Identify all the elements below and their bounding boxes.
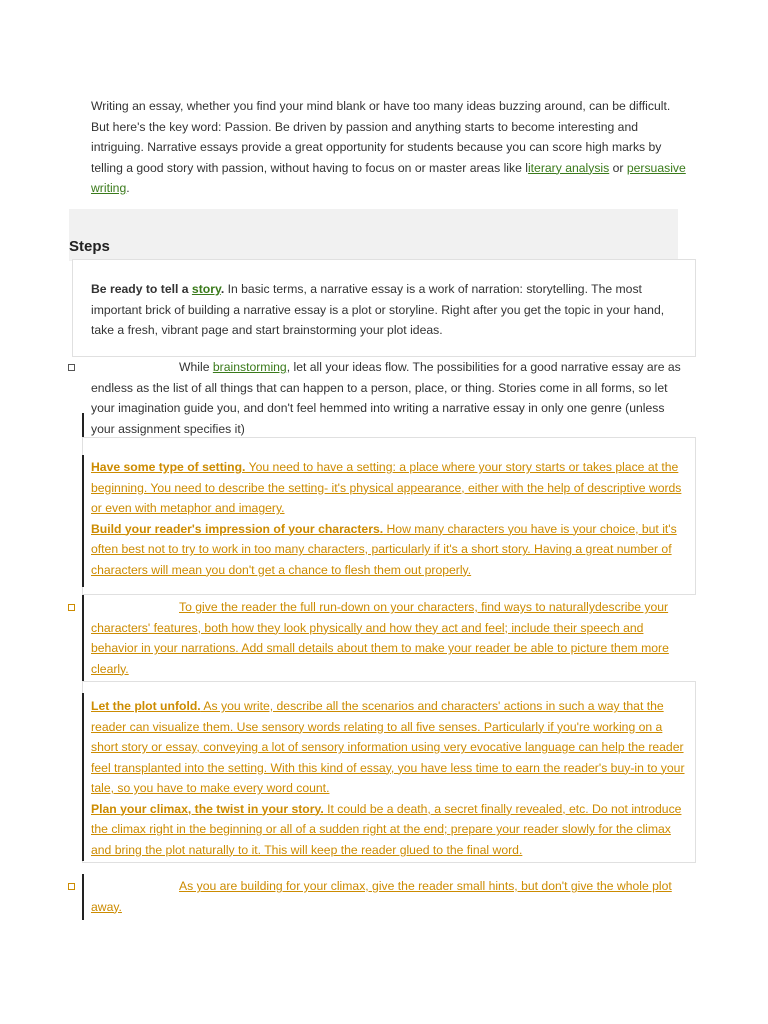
climax-body: It could be a death, a secret finally revealed, etc. Do not introduce the climax right in the beginning or all of a sudden right at the end; prepare your reader slowly for the climax and bring the plot naturally to it. This will keep the reader glued to the final word. xyxy=(91,801,682,857)
step-4-text xyxy=(91,597,681,679)
intro-paragraph xyxy=(91,96,691,199)
persuasive-writing-link[interactable]: persuasive writing xyxy=(91,160,686,195)
setting-body: You need to have a setting: a place where your story starts or takes place at the beginning. You need to describe the setting- it's physical appearance, either with the help of descriptive words or even with metaphor and imagery. xyxy=(91,460,682,515)
left-rule xyxy=(82,413,84,437)
intro-text: Writing an essay, whether you find your mind blank or have too many ideas buzzing around, can be difficult. But here's the key word: Passion. Be driven by passion and anything starts to become interesting and intriguing. Narrative essays provide a great opportunity for students because you can score high marks by telling a good story with passion, without having to focus on or master areas like l xyxy=(91,99,671,175)
step-1-lead: Be ready to tell a xyxy=(91,282,192,296)
intro-mid: or xyxy=(609,160,627,175)
characters-lead: Build your reader's impression of your characters. xyxy=(91,521,384,536)
left-rule xyxy=(82,455,84,587)
intro-end: . xyxy=(126,181,130,195)
step-2-pre: While xyxy=(179,360,213,374)
step-6-body: As you are building for your climax, give the reader small hints, but don't give the whole plot away. xyxy=(91,879,672,914)
setting-lead: Have some type of setting. xyxy=(91,460,246,474)
plot-body: As you write, describe all the scenarios and characters' actions in such a way that the reader can visualize them. Use sensory words relating to all five senses. Particularly if you're working on a short story or essay, conveying a lot of sensory information using very evocative language can help the reader feel transplanted into the setting. With this kind of essay, you have less time to earn the reader's buy-in to your tale, so you have to make every word count. xyxy=(91,699,685,795)
steps-heading: Steps xyxy=(69,238,110,255)
story-link[interactable]: story xyxy=(191,282,221,296)
step-2-body: , let all your ideas flow. The possibilities for a good narrative essay are as endless as the list of all things that can happen to a person, place, or thing. Stories come in all forms, so let your imagination guide you, and don't feel hemmed into writing a narrative essay in only one genre (unless your assignment specifies it) xyxy=(91,360,681,436)
step-4-body: To give the reader the full run-down on your characters, find ways to naturallydescribe your characters' features, both how they look physically and how they act and feel; include their speech and behavior in your narrations. Add small details about them to make your reader be able to picture them more clearly. xyxy=(91,600,669,676)
step-5-text xyxy=(91,696,686,860)
steps-header-band xyxy=(69,209,678,261)
literary-analysis-link[interactable]: iterary analysis xyxy=(527,160,610,175)
climax-lead: Plan your climax, the twist in your story. xyxy=(91,801,324,816)
characters-body: How many characters you have is your choice, but it's often best not to try to work in too many characters, particularly if it's a short story. Having a great number of characters will mean you don't get a chance to flesh them out properly. xyxy=(91,521,677,577)
left-rule xyxy=(82,595,84,681)
step-6-text xyxy=(91,876,681,917)
step-1-lead-end: . xyxy=(220,282,225,296)
left-rule xyxy=(82,693,84,861)
step-2-text xyxy=(91,357,686,439)
plot-lead: Let the plot unfold. xyxy=(91,699,201,713)
bullet-marker-icon xyxy=(68,364,75,371)
step-1-text xyxy=(91,279,681,341)
step-1-body: In basic terms, a narrative essay is a work of narration: storytelling. The most important brick of building a narrative essay is a plot or storyline. Right after you get the topic in your hand, take a fresh, vibrant page and start brainstorming your plot ideas. xyxy=(91,282,665,337)
bullet-marker-icon xyxy=(68,604,75,611)
bullet-marker-icon xyxy=(68,883,75,890)
left-rule xyxy=(82,874,84,920)
brainstorming-link[interactable]: brainstorming xyxy=(212,360,287,374)
step-3-text xyxy=(91,457,686,580)
